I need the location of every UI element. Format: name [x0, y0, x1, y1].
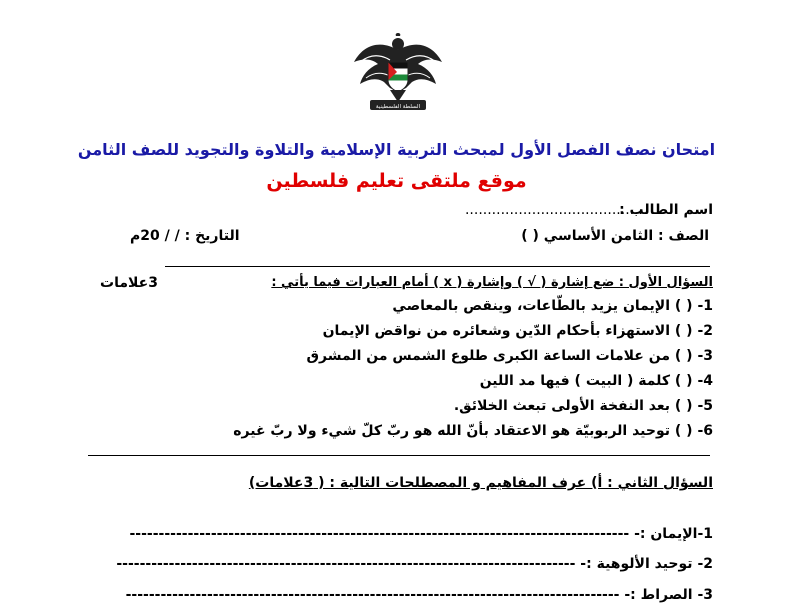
- item-statement: الاستهزاء بأحكام الدّين وشعائره من نواقض الإيمان: [322, 323, 671, 339]
- item-statement: الإيمان يزيد بالطّاعات، وينقص بالمعاصي: [392, 298, 671, 314]
- item-number: 4-: [697, 373, 713, 389]
- definition-number: 3-: [697, 587, 713, 603]
- definition-number: 2-: [697, 556, 713, 572]
- question1-title: [271, 275, 713, 290]
- class-field: الصف : الثامن الأساسي ( ): [521, 228, 709, 244]
- definition-answer-line: -------------------------------------------------------------------------------------: [125, 587, 620, 603]
- definition-number: 1-: [697, 526, 713, 542]
- question1-item: [323, 323, 713, 339]
- separator-line: [88, 455, 710, 456]
- date-field: التاريخ : / / 20م: [130, 228, 240, 244]
- question1-item: [454, 398, 713, 414]
- item-number: 5-: [697, 398, 713, 414]
- item-number: 1-: [697, 298, 713, 314]
- definition-row: [129, 526, 713, 542]
- item-statement: بعد النفخة الأولى تبعث الخلائق.: [453, 398, 671, 414]
- definition-answer-line: --------------------------------------------------------------------------------------: [129, 526, 630, 542]
- palestinian-emblem-icon: [350, 32, 446, 112]
- definition-row: [116, 556, 713, 572]
- definition-row: [126, 587, 713, 603]
- item-statement: توحيد الربوبيّة هو الاعتقاد بأنّ الله هو ربّ كلّ شيء ولا ربّ غيره: [233, 423, 671, 439]
- definition-term: الصراط :-: [624, 587, 693, 603]
- item-statement: من علامات الساعة الكبرى طلوع الشمس من المشرق: [306, 348, 671, 364]
- student-name-label: اسم الطالب :: [619, 202, 713, 218]
- definition-answer-line: -------------------------------------------------------------------------------: [116, 556, 576, 572]
- item-answer-blank: ( ): [674, 423, 693, 439]
- item-answer-blank: ( ): [674, 373, 693, 389]
- item-answer-blank: ( ): [674, 298, 693, 314]
- student-name-blank: ........................................: [464, 202, 643, 218]
- definition-term: الإيمان :-: [634, 526, 698, 542]
- question1-item: [392, 298, 713, 314]
- item-number: 6-: [697, 423, 713, 439]
- question1-item: [233, 423, 713, 439]
- separator-line: [165, 266, 710, 267]
- question1-item: [480, 373, 713, 389]
- question1-marks: 3علامات: [100, 275, 158, 291]
- item-answer-blank: ( ): [674, 348, 693, 364]
- item-statement: كلمة ( البيت ) فيها مد اللين: [479, 373, 671, 389]
- site-subtitle: موقع ملتقى تعليم فلسطين: [266, 170, 527, 192]
- question2-title-text: السؤال الثاني : أ) عرف المفاهيم و المصطلحات التالية : ( 3علامات): [248, 475, 713, 491]
- question1-title-text: السؤال الأول : ضع إشارة ( √ ) وإشارة ( x ) أمام العبارات فيما يأتي :: [271, 275, 713, 290]
- item-answer-blank: ( ): [674, 398, 693, 414]
- item-number: 3-: [697, 348, 713, 364]
- definition-term: توحيد الألوهية :-: [580, 556, 693, 572]
- question2-title: [249, 475, 713, 491]
- item-answer-blank: ( ): [674, 323, 693, 339]
- item-number: 2-: [697, 323, 713, 339]
- question1-item: [306, 348, 713, 364]
- exam-title: امتحان نصف الفصل الأول لمبحث التربية الإسلامية والتلاوة والتجويد للصف الثامن: [77, 140, 716, 159]
- emblem-caption: السلطة الفلسطينية: [375, 104, 421, 110]
